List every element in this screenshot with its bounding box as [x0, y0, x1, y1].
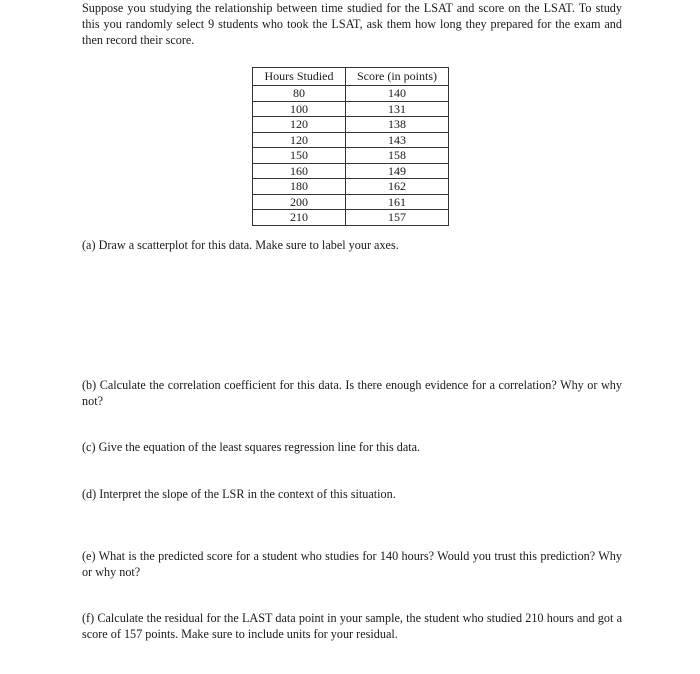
score-cell: 138 — [346, 117, 449, 133]
score-cell: 131 — [346, 101, 449, 117]
hours-cell: 150 — [253, 148, 346, 164]
table-header-row — [253, 68, 449, 86]
score-cell: 162 — [346, 179, 449, 195]
intro-paragraph: Suppose you studying the relationship between time studied for the LSAT and score on the LSAT. To study this you randomly select 9 students who took the LSAT, ask them how long they prepared for the exam and then record their score. — [82, 1, 622, 47]
table-row — [253, 117, 449, 133]
hours-cell: 160 — [253, 163, 346, 179]
table-row — [253, 194, 449, 210]
score-cell: 149 — [346, 163, 449, 179]
table-row — [253, 179, 449, 195]
table-row — [253, 163, 449, 179]
hours-cell: 80 — [253, 86, 346, 102]
table-row — [253, 132, 449, 148]
question-c: (c) Give the equation of the least squares regression line for this data. — [82, 440, 421, 454]
table-row — [253, 86, 449, 102]
hours-cell: 120 — [253, 132, 346, 148]
question-a: (a) Draw a scatterplot for this data. Make sure to label your axes. — [82, 238, 399, 252]
hours-cell: 180 — [253, 179, 346, 195]
score-cell: 140 — [346, 86, 449, 102]
hours-cell: 100 — [253, 101, 346, 117]
data-table — [252, 67, 449, 226]
question-e: (e) What is the predicted score for a student who studies for 140 hours? Would you trust this prediction? Why or why not? — [82, 549, 622, 579]
header-hours-studied: Hours Studied — [253, 68, 346, 86]
header-score: Score (in points) — [346, 68, 449, 86]
hours-cell: 200 — [253, 194, 346, 210]
hours-cell: 120 — [253, 117, 346, 133]
score-cell: 143 — [346, 132, 449, 148]
score-cell: 157 — [346, 210, 449, 226]
score-cell: 161 — [346, 194, 449, 210]
question-b: (b) Calculate the correlation coefficient for this data. Is there enough evidence for a correlation? Why or why not? — [82, 378, 622, 408]
table-row — [253, 210, 449, 226]
table-row — [253, 148, 449, 164]
question-f: (f) Calculate the residual for the LAST data point in your sample, the student who studied 210 hours and got a score of 157 points. Make sure to include units for your residual. — [82, 611, 622, 641]
score-cell: 158 — [346, 148, 449, 164]
table-row — [253, 101, 449, 117]
hours-cell: 210 — [253, 210, 346, 226]
question-d: (d) Interpret the slope of the LSR in the context of this situation. — [82, 487, 396, 501]
